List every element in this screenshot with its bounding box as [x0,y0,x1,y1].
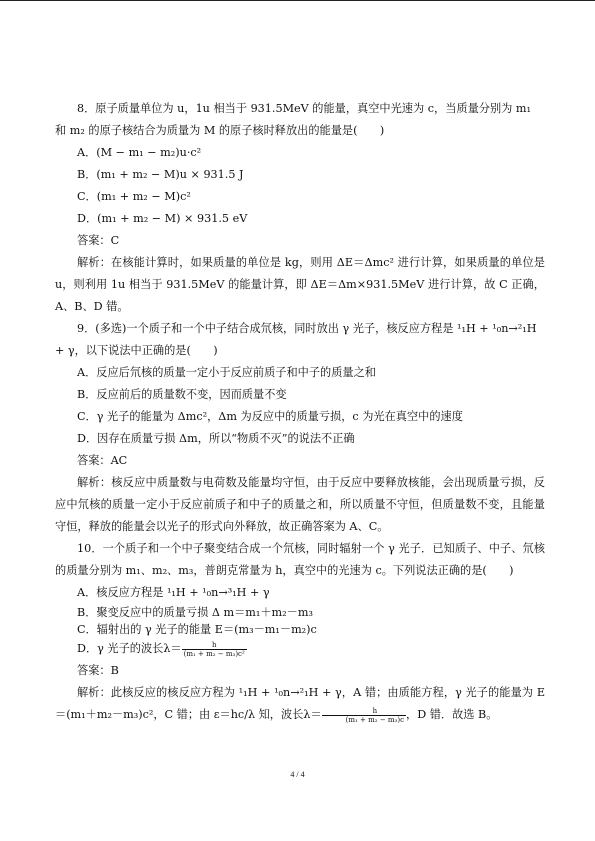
question-9-stem-line2: + γ，以下说法中正确的是( ) [55,344,218,357]
page-number: 4 / 4 [290,770,305,779]
question-8-option-d: D．(m₁ + m₂ − M) × 931.5 eV [77,212,248,225]
document-body [55,98,545,726]
question-9-option-a: A．反应后氘核的质量一定小于反应前质子和中子的质量之和 [77,366,376,379]
question-8-stem-line2: 和 m₂ 的原子核结合为质量为 M 的原子核时释放出的能量是( ) [55,124,385,137]
question-9-explanation: 解析：核反应中质量数与电荷数及能量均守恒，由于反应中要释放核能，会出现质量亏损，反应中氘核的质量一定小于反应前质子和中子的质量之和，所以质量不守恒，但质量数不变，且能量守恒，释放的能量会以光子的形式向外释放，故正确答案为 A、C。 [55,476,545,533]
question-8-option-a: A．(M − m₁ − m₂)u·c² [77,146,202,159]
question-8-option-b: B．(m₁ + m₂ − M)u × 931.5 J [77,168,244,181]
question-9-stem-line1: 9．(多选)一个质子和一个中子结合成氘核，同时放出 γ 光子，核反应方程是 ¹₁H + ¹₀n→²₁H [77,322,537,335]
question-10 [55,538,545,726]
question-9-option-b: B．反应前后的质量数不变，因而质量不变 [77,388,287,401]
question-10-option-d-prefix: D．γ 光子的波长λ＝ [77,642,182,655]
question-8-explanation: 解析：在核能计算时，如果质量的单位是 kg，则用 ΔE＝Δmc² 进行计算，如果质量的单位是 u，则利用 1u 相当于 931.5MeV 的能量计算，即 ΔE＝Δm×931.5MeV 进行计算，故 C 正确，A、B、D 错。 [55,256,545,313]
explanation-fraction [322,707,406,724]
question-8 [55,98,545,318]
explanation-fraction-numerator: h [322,707,406,716]
question-10-explanation-part1: 解析：此核反应的核反应方程为 ¹₁H + ¹₀n→²₁H + γ，A 错；由质能方程，γ 光子的能量为 E＝(m₁＋m₂－m₃)c²，C 错；由 ε＝hc/λ 知，波长λ＝ [55,686,545,721]
question-10-option-d [55,638,545,660]
question-9-option-d: D．因存在质量亏损 Δm，所以“物质不灭”的说法不正确 [77,432,355,445]
question-10-option-a: A．核反应方程是 ¹₁H + ¹₀n→³₁H + γ [77,586,270,599]
question-10-option-c: C．辐射出的 γ 光子的能量 E＝(m₃－m₁－m₂)c [77,623,317,636]
question-10-explanation [55,682,545,726]
question-10-explanation-part2: ，D 错．故选 B。 [406,708,498,721]
question-9-answer: 答案：AC [77,454,128,467]
question-8-option-c: C．(m₁ + m₂ − M)c² [77,190,191,203]
header-rule [0,0,595,1]
question-10-answer: 答案：B [77,664,119,677]
fraction-numerator: h [182,641,247,650]
question-9-option-c: C．γ 光子的能量为 Δmc²，Δm 为反应中的质量亏损，c 为光在真空中的速度 [77,410,463,423]
question-8-answer: 答案：C [77,234,120,247]
wavelength-fraction [182,641,247,658]
explanation-fraction-denominator: (m₁ + m₂ − m₃)c [345,715,405,724]
question-8-stem-line1: 8．原子质量单位为 u，1u 相当于 931.5MeV 的能量，真空中光速为 c，当质量分别为 m₁ [77,102,531,115]
question-10-stem: 10．一个质子和一个中子聚变结合成一个氘核，同时辐射一个 γ 光子．已知质子、中子、氘核的质量分别为 m₁、m₂、m₃，普朗克常量为 h，真空中的光速为 c。下列说法正确的是( ) [55,542,545,577]
question-9 [55,318,545,538]
question-10-option-b: B．聚变反应中的质量亏损 Δ m＝m₁＋m₂－m₃ [77,606,313,619]
fraction-denominator: (m₁ + m₂ − m₃)c² [183,649,245,658]
